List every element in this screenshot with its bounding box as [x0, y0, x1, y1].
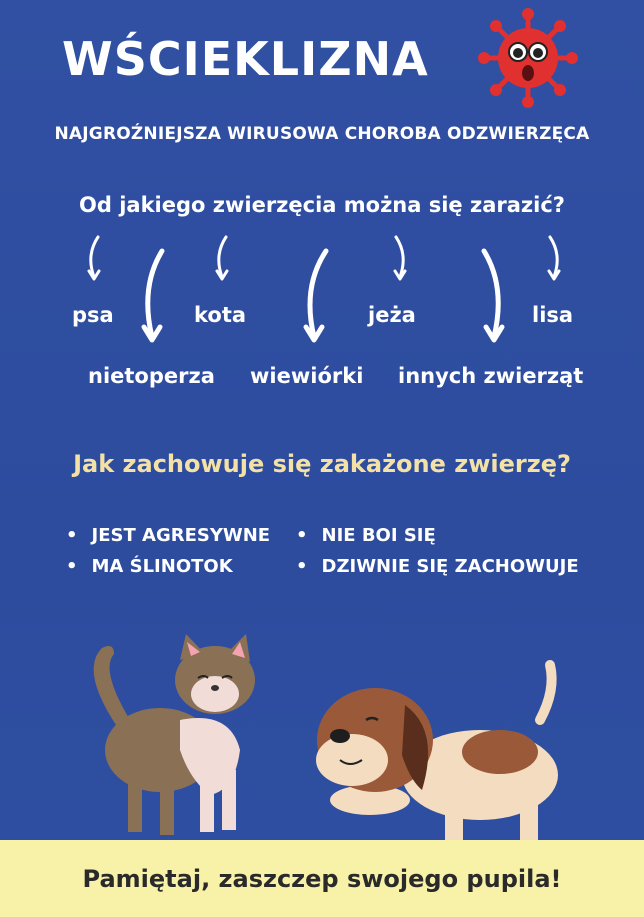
arrow-icons — [0, 225, 644, 355]
pets-illustration — [60, 630, 580, 845]
arrow-icon — [148, 251, 162, 337]
symptom-item: • MA ŚLINOTOK — [66, 551, 270, 582]
arrow-icon — [91, 237, 98, 277]
animal-bat: nietoperza — [88, 364, 215, 388]
arrow-icon — [484, 251, 498, 337]
virus-icon — [478, 8, 578, 108]
animal-hedgehog: jeża — [368, 303, 416, 327]
cat-illustration — [94, 634, 255, 835]
symptom-item: • NIE BOI SIĘ — [296, 520, 579, 551]
animal-dog: psa — [72, 303, 114, 327]
symptom-item: • DZIWNIE SIĘ ZACHOWUJE — [296, 551, 579, 582]
question-source: Od jakiego zwierzęcia można się zarazić? — [79, 193, 565, 217]
arrow-icon — [219, 237, 226, 277]
animal-other: innych zwierząt — [398, 364, 584, 388]
arrow-icon — [396, 237, 403, 277]
dog-illustration — [316, 665, 558, 840]
question-behavior: Jak zachowuje się zakażone zwierzę? — [73, 450, 571, 478]
subtitle: NAJGROŹNIEJSZA WIRUSOWA CHOROBA ODZWIERZĘCA — [54, 124, 590, 144]
animal-cat: kota — [194, 303, 247, 327]
symptom-item: • JEST AGRESYWNE — [66, 520, 270, 551]
arrow-icon — [310, 251, 326, 337]
symptom-list-left — [66, 520, 270, 582]
arrow-icon — [550, 237, 557, 277]
animal-squirrel: wiewiórki — [250, 364, 364, 388]
animal-fox: lisa — [532, 303, 574, 327]
poster-title: WŚCIEKLIZNA — [62, 32, 429, 86]
footer-message: Pamiętaj, zaszczep swojego pupila! — [82, 865, 562, 893]
symptom-list-right — [296, 520, 579, 582]
